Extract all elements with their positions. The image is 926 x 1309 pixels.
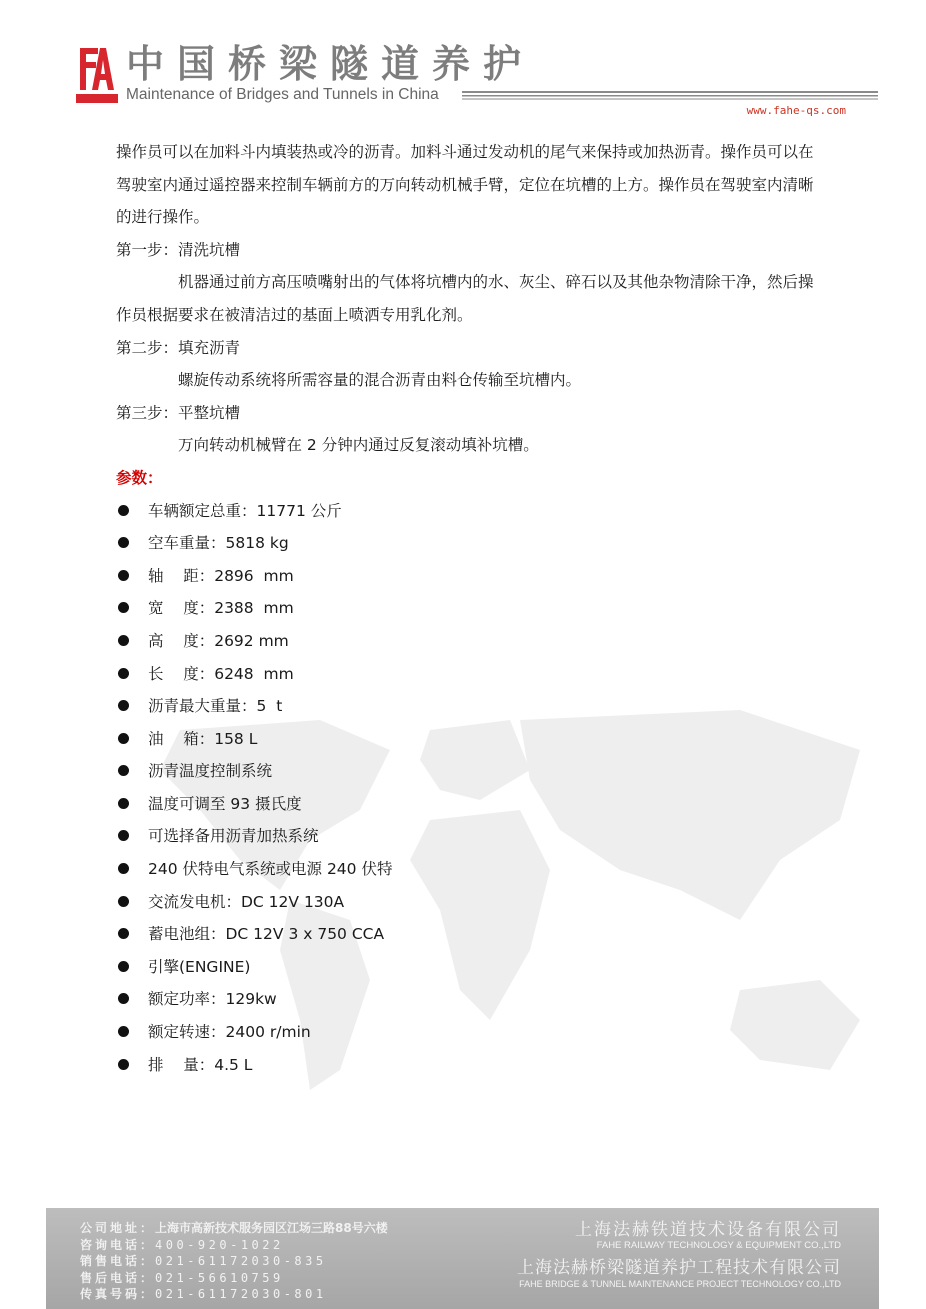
param-text: 额定功率：129kw bbox=[148, 990, 277, 1009]
bullet-icon bbox=[118, 635, 129, 646]
param-item bbox=[116, 755, 816, 788]
bullet-icon bbox=[118, 570, 129, 581]
param-text: 排 量：4.5 L bbox=[148, 1055, 253, 1074]
param-text: 沥青最大重量：5 t bbox=[148, 697, 283, 716]
bullet-icon bbox=[118, 830, 129, 841]
contact-value: 400-920-1022 bbox=[155, 1237, 284, 1252]
step1-text: 机器通过前方高压喷嘴射出的气体将坑槽内的水、灰尘、碎石以及其他杂物清除干净，然后操作员根据要求在被清洁过的基面上喷洒专用乳化剂。 bbox=[116, 273, 814, 324]
contact-value: 上海市高新技术服务园区江场三路88号六楼 bbox=[155, 1221, 388, 1235]
contact-value: 021-56610759 bbox=[155, 1270, 284, 1285]
param-item bbox=[116, 690, 816, 723]
intro-paragraph: 操作员可以在加料斗内填装热或冷的沥青。加料斗通过发动机的尾气来保持或加热沥青。操作员可以在驾驶室内通过遥控器来控制车辆前方的万向转动机械手臂，定位在坑槽的上方。操作员在驾驶室内清晰的进行操作。 bbox=[116, 143, 814, 227]
param-text: 车辆额定总重：11771 公斤 bbox=[148, 501, 342, 520]
company-block bbox=[517, 1220, 841, 1290]
contact-label: 公司地址： bbox=[80, 1221, 156, 1235]
param-item bbox=[116, 918, 816, 951]
contact-label: 传真号码： bbox=[80, 1287, 156, 1301]
header-rule bbox=[462, 91, 878, 101]
bullet-icon bbox=[118, 700, 129, 711]
param-item bbox=[116, 658, 816, 691]
bullet-icon bbox=[118, 765, 129, 776]
step1-title: 第一步：清洗坑槽 bbox=[116, 240, 241, 259]
param-item bbox=[116, 886, 816, 919]
params-title: 参数： bbox=[116, 468, 163, 487]
param-text: 可选择备用沥青加热系统 bbox=[148, 827, 319, 846]
bullet-icon bbox=[118, 537, 129, 548]
contact-address bbox=[80, 1220, 388, 1237]
bullet-icon bbox=[118, 733, 129, 744]
bullet-icon bbox=[118, 505, 129, 516]
param-item bbox=[116, 495, 816, 528]
param-text: 轴 距：2896 mm bbox=[148, 566, 294, 585]
bullet-icon bbox=[118, 863, 129, 874]
param-item bbox=[116, 853, 816, 886]
step2-text: 螺旋传动系统将所需容量的混合沥青由料仓传输至坑槽内。 bbox=[178, 371, 582, 390]
footer-bar bbox=[46, 1208, 879, 1309]
bullet-icon bbox=[118, 961, 129, 972]
param-item bbox=[116, 560, 816, 593]
bullet-icon bbox=[118, 602, 129, 613]
param-text: 温度可调至 93 摄氏度 bbox=[148, 794, 302, 813]
contact-service bbox=[80, 1270, 388, 1287]
param-text: 交流发电机：DC 12V 130A bbox=[148, 892, 345, 911]
bullet-icon bbox=[118, 1026, 129, 1037]
company2-name-cn: 上海法赫桥梁隧道养护工程技术有限公司 bbox=[517, 1258, 841, 1278]
brand-title-cn: 中国桥梁隧道养护 bbox=[126, 42, 535, 86]
brand-title-en: Maintenance of Bridges and Tunnels in China bbox=[126, 86, 439, 103]
bullet-icon bbox=[118, 993, 129, 1004]
contact-label: 咨询电话： bbox=[80, 1237, 156, 1252]
param-text: 长 度：6248 mm bbox=[148, 664, 294, 683]
param-item bbox=[116, 820, 816, 853]
param-item bbox=[116, 723, 816, 756]
param-text: 空车重量：5818 kg bbox=[148, 534, 289, 553]
step3-title: 第三步：平整坑槽 bbox=[116, 403, 241, 422]
param-text: 油 箱：158 L bbox=[148, 729, 258, 748]
bullet-icon bbox=[118, 928, 129, 939]
param-item bbox=[116, 527, 816, 560]
contact-label: 售后电话： bbox=[80, 1270, 156, 1285]
bullet-icon bbox=[118, 668, 129, 679]
param-item bbox=[116, 592, 816, 625]
param-text: 高 度：2692 mm bbox=[148, 631, 289, 650]
param-text: 240 伏特电气系统或电源 240 伏特 bbox=[148, 860, 393, 879]
contact-value: 021-61172030-835 bbox=[155, 1254, 327, 1268]
param-text: 引擎(ENGINE) bbox=[148, 957, 251, 976]
param-item bbox=[116, 1016, 816, 1049]
param-item bbox=[116, 983, 816, 1016]
company1-name-cn: 上海法赫铁道技术设备有限公司 bbox=[575, 1220, 841, 1240]
param-item bbox=[116, 951, 816, 984]
contact-fax bbox=[80, 1286, 388, 1303]
bullet-icon bbox=[118, 896, 129, 907]
step3-text: 万向转动机械臂在 2 分钟内通过反复滚动填补坑槽。 bbox=[178, 436, 539, 455]
param-text: 蓄电池组：DC 12V 3 x 750 CCA bbox=[148, 925, 385, 944]
contact-block bbox=[80, 1220, 388, 1303]
bullet-icon bbox=[118, 798, 129, 809]
contact-value: 021-61172030-801 bbox=[155, 1287, 327, 1301]
param-text: 沥青温度控制系统 bbox=[148, 762, 273, 781]
company2-name-en: FAHE BRIDGE & TUNNEL MAINTENANCE PROJECT TECHNOLOGY CO.,LTD bbox=[519, 1279, 841, 1289]
param-text: 额定转速：2400 r/min bbox=[148, 1023, 311, 1042]
bullet-icon bbox=[118, 1059, 129, 1070]
param-item bbox=[116, 1049, 816, 1082]
param-item bbox=[116, 788, 816, 821]
step2-title: 第二步：填充沥青 bbox=[116, 338, 241, 357]
param-text: 宽 度：2388 mm bbox=[148, 599, 294, 618]
document-body bbox=[116, 136, 816, 1081]
param-item bbox=[116, 625, 816, 658]
company1-name-en: FAHE RAILWAY TECHNOLOGY & EQUIPMENT CO.,LTD bbox=[596, 1240, 841, 1251]
contact-sales bbox=[80, 1253, 388, 1270]
website-url[interactable]: www.fahe-qs.com bbox=[746, 104, 846, 117]
contact-label: 销售电话： bbox=[80, 1254, 156, 1268]
contact-hotline bbox=[80, 1237, 388, 1254]
fahe-logo bbox=[76, 44, 118, 106]
params-list bbox=[116, 495, 816, 1082]
